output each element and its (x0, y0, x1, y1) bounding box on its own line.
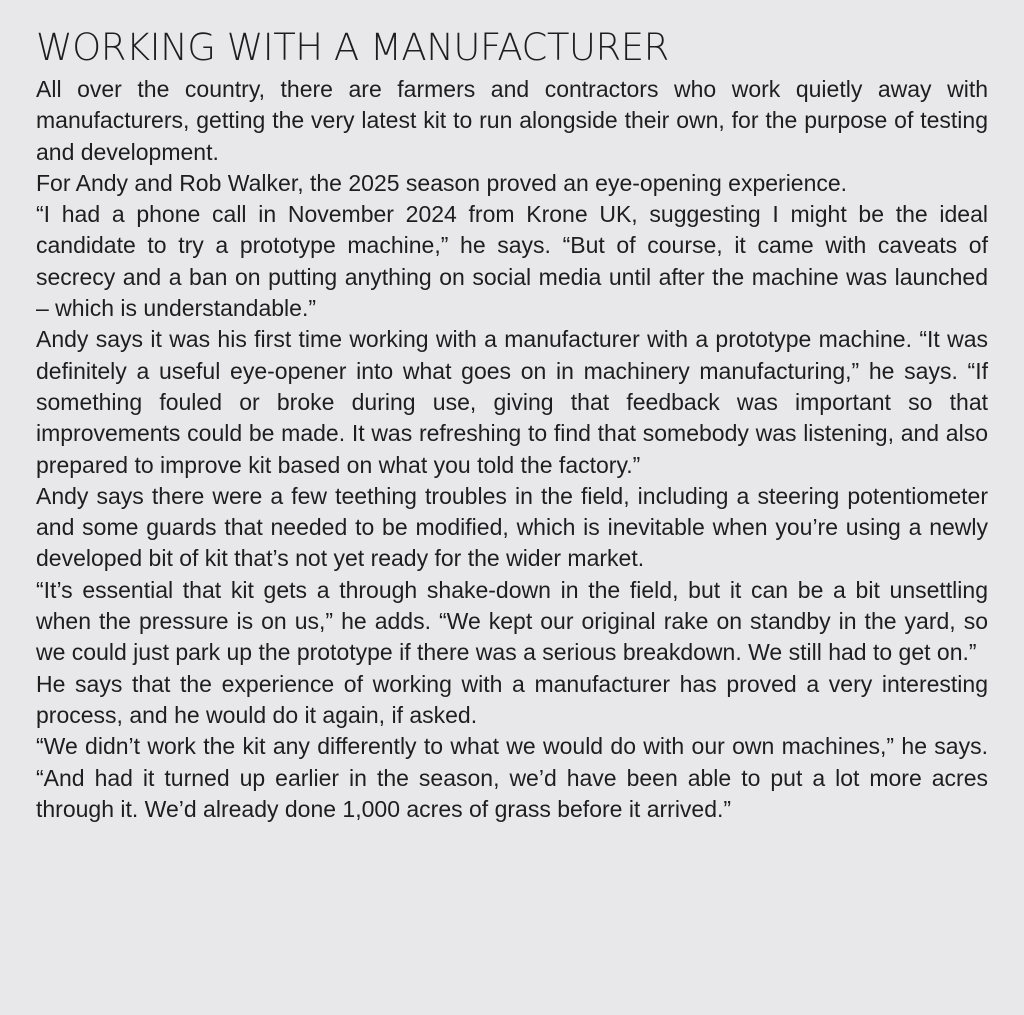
paragraph: All over the country, there are farmers and contractors who work quietly away with manufacturers, getting the very latest kit to run alongside their own, for the purpose of testing and development. (36, 76, 988, 165)
paragraph: “We didn’t work the kit any differently to what we would do with our own machines,” he says. “And had it turned up earlier in the season, we’d have been able to put a lot more acres through it. We’d already done 1,000 acres of grass before it arrived.” (36, 733, 988, 822)
article-body (36, 74, 988, 825)
paragraph: Andy says it was his first time working with a manufacturer with a prototype machine. “It was definitely a useful eye-opener into what goes on in machinery manufacturing,” he says. “If something fouled or broke during use, giving that feedback was important so that improvements could be made. It was refreshing to find that somebody was listening, and also prepared to improve kit based on what you told the factory.” (36, 326, 988, 478)
paragraph: “It’s essential that kit gets a through shake-down in the field, but it can be a bit unsettling when the pressure is on us,” he adds. “We kept our original rake on standby in the yard, so we could just park up the prototype if there was a serious breakdown. We still had to get on.” (36, 576, 988, 666)
paragraph: He says that the experience of working with a manufacturer has proved a very interesting process, and he would do it again, if asked. (36, 670, 988, 728)
paragraph: For Andy and Rob Walker, the 2025 season proved an eye-opening experience. (36, 169, 848, 196)
paragraph: “I had a phone call in November 2024 from Krone UK, suggesting I might be the ideal candidate to try a prototype machine,” he says. “But of course, it came with caveats of secrecy and a ban on putting anything on social media until after the machine was launched – which is understandable.” (36, 201, 988, 322)
paragraph: Andy says there were a few teething troubles in the field, including a steering potentiometer and some guards that needed to be modified, which is inevitable when you’re using a newly developed bit of kit that’s not yet ready for the wider market. (36, 482, 988, 572)
article-heading: WORKING WITH A MANUFACTURER (36, 26, 669, 69)
